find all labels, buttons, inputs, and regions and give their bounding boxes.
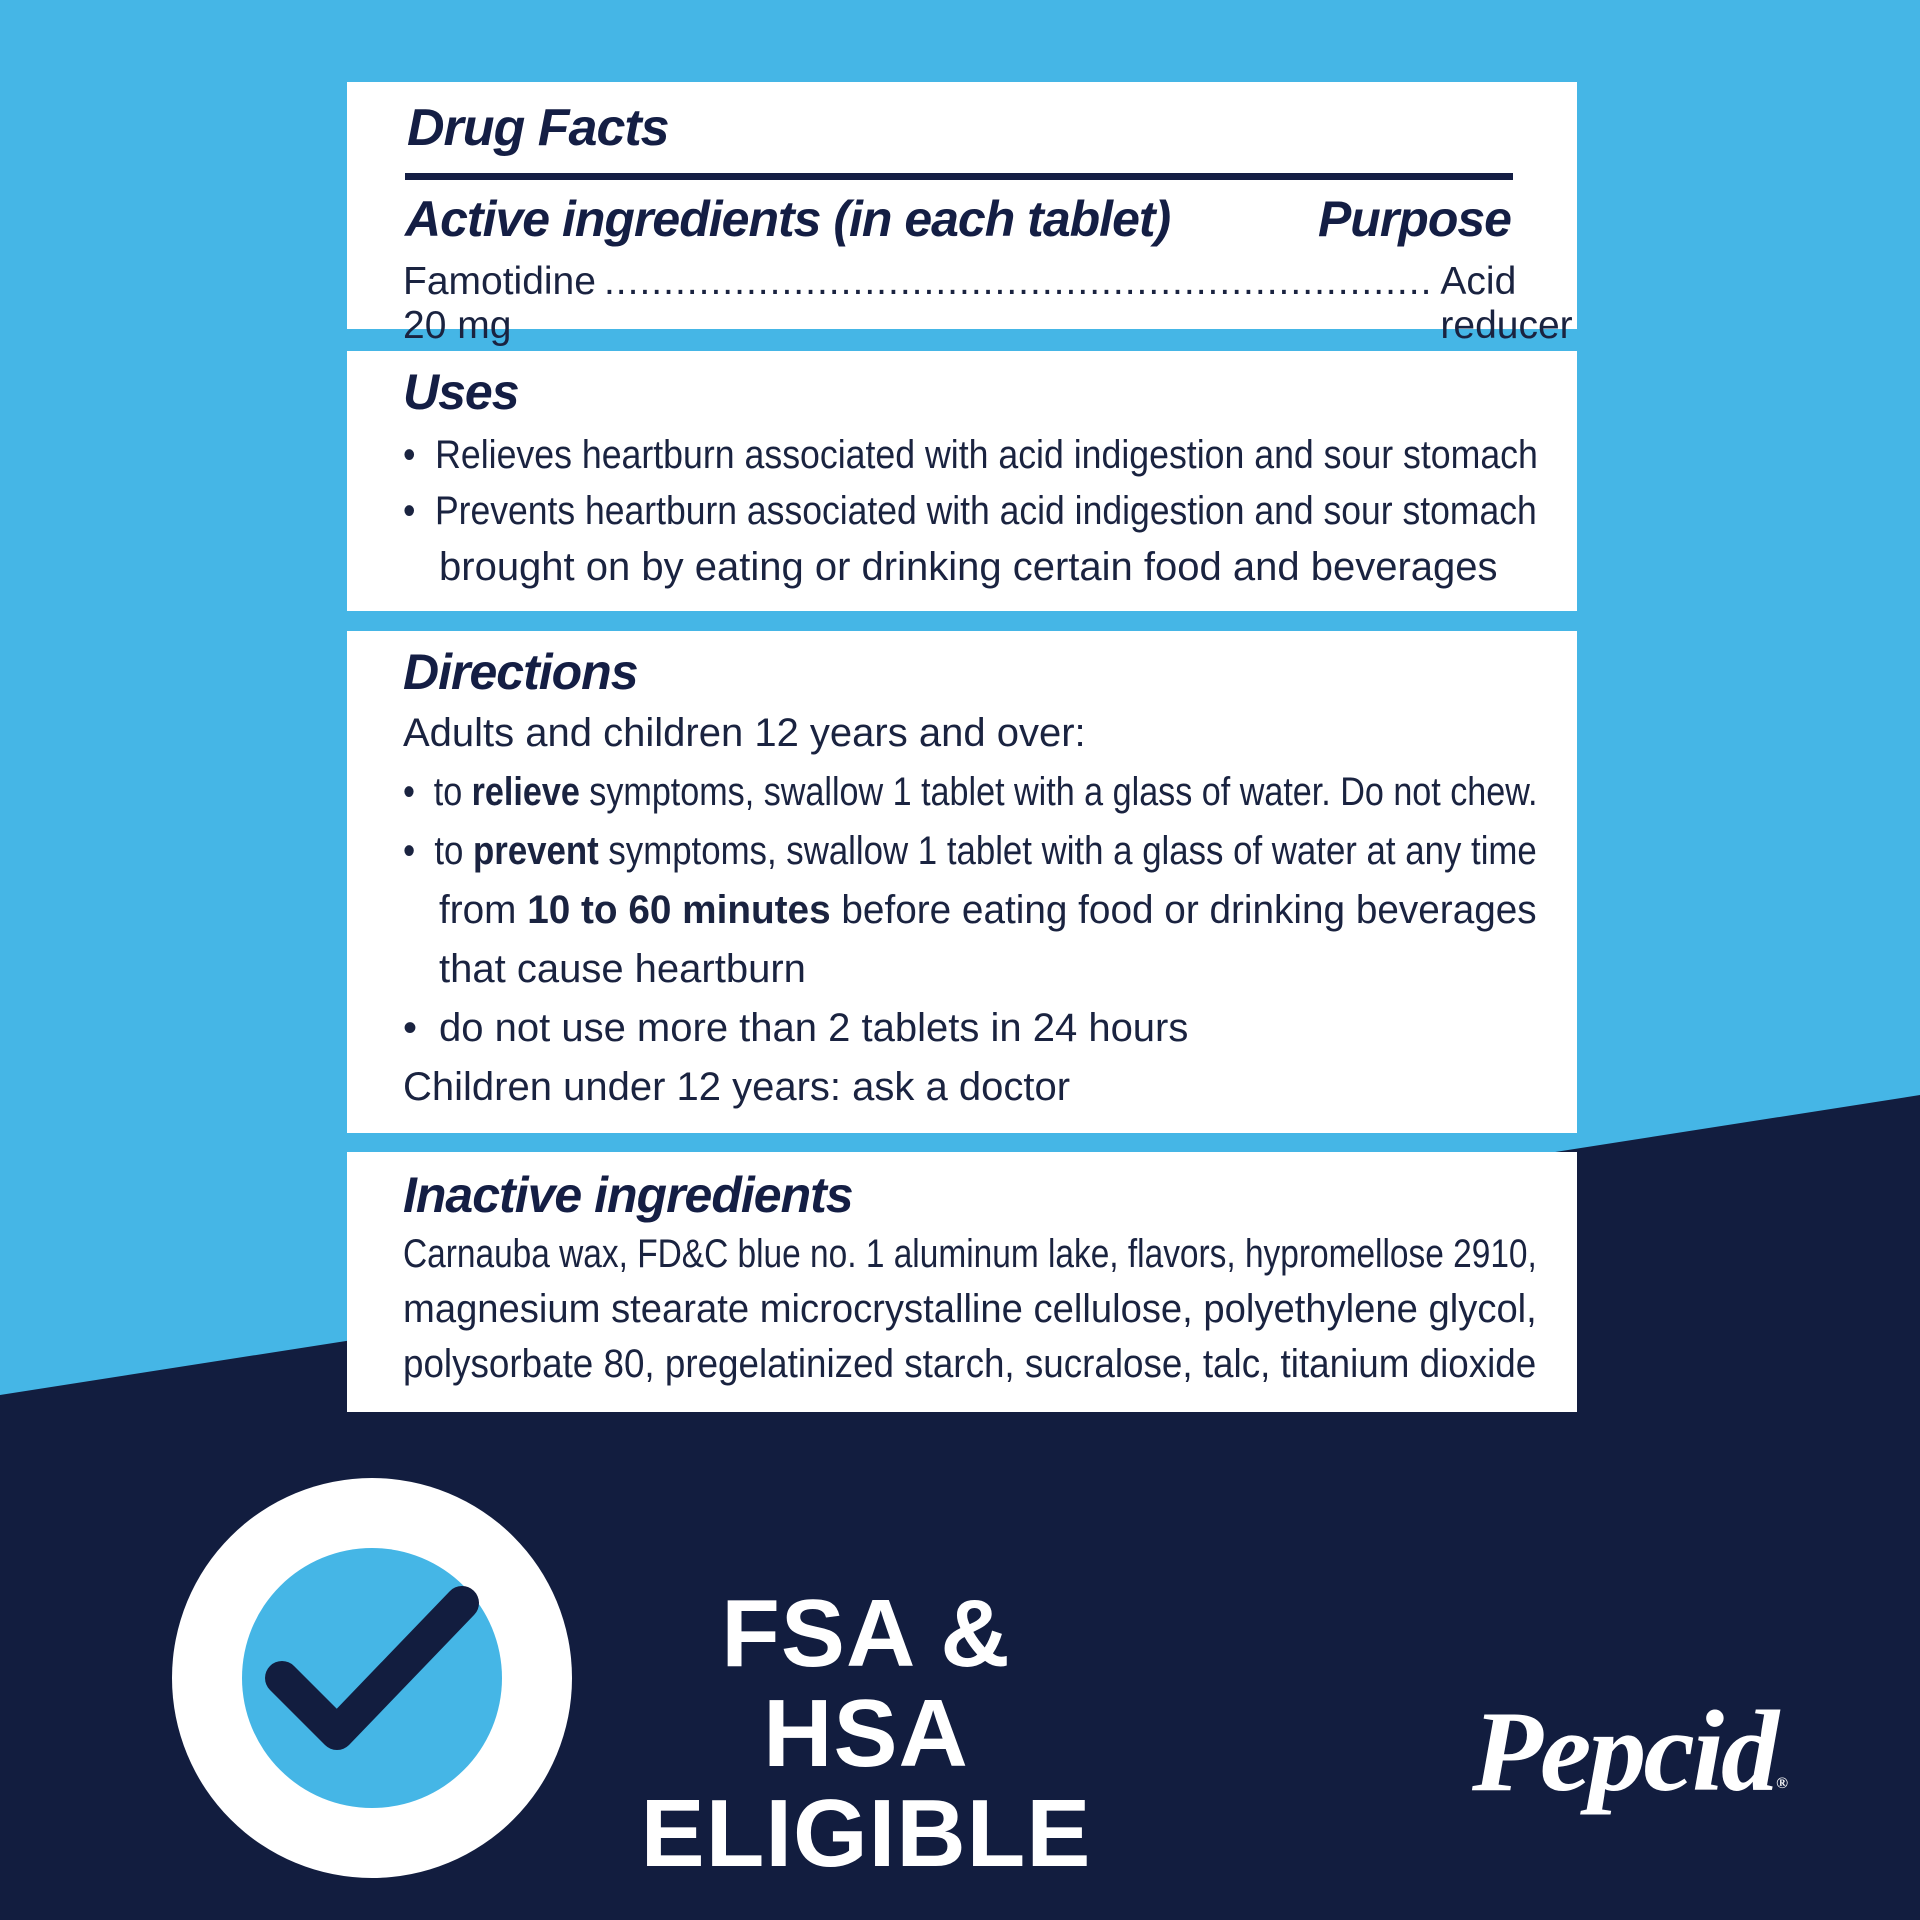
directions-bullet: • to relieve symptoms, swallow 1 tablet with a glass of water. Do not chew. [403, 770, 1538, 814]
uses-bullet-continuation: brought on by eating or drinking certain food and beverages [439, 545, 1498, 589]
uses-bullet-text: Relieves heartburn associated with acid indigestion and sour stomach [435, 433, 1538, 477]
purpose-heading: Purpose [1317, 191, 1511, 247]
directions-panel [347, 631, 1577, 1133]
brand-name: Pepcid [1472, 1688, 1777, 1816]
inactive-ingredients-panel [347, 1152, 1577, 1412]
pepcid-logo [1472, 1686, 1788, 1819]
title-rule [405, 173, 1513, 180]
ingredient-name: Famotidine 20 mg [403, 260, 596, 347]
inactive-ingredients-title: Inactive ingredients [403, 1167, 853, 1223]
directions-bullet-continuation: from 10 to 60 minutes before eating food or drinking beverages [439, 888, 1537, 932]
dot-leader: ...................................................................... [603, 260, 1433, 303]
inactive-ingredients-line: polysorbate 80, pregelatinized starch, sucralose, talc, titanium dioxide [403, 1342, 1537, 1386]
inactive-ingredients-line: magnesium stearate microcrystalline cellulose, polyethylene glycol, [403, 1287, 1537, 1331]
uses-bullet-text: Prevents heartburn associated with acid indigestion and sour stomach [434, 489, 1537, 533]
drug-facts-title: Drug Facts [407, 99, 669, 157]
active-ingredients-heading: Active ingredients (in each tablet) [405, 191, 1171, 247]
fsa-hsa-eligible-text [636, 1580, 1096, 1887]
eligibility-badge [172, 1478, 572, 1878]
fsa-hsa-line: FSA & HSA [721, 1580, 1011, 1787]
uses-panel [347, 351, 1577, 611]
inactive-ingredients-line: Carnauba wax, FD&C blue no. 1 aluminum lake, flavors, hypromellose 2910, [403, 1232, 1537, 1276]
drug-facts-panel [347, 82, 1577, 347]
ingredient-row [403, 260, 1573, 348]
uses-title: Uses [403, 364, 519, 420]
directions-bullet-continuation: that cause heartburn [439, 947, 806, 991]
directions-bullet: • do not use more than 2 tablets in 24 hours [403, 1006, 1189, 1050]
directions-children: Children under 12 years: ask a doctor [403, 1065, 1071, 1109]
directions-bullet: • to prevent symptoms, swallow 1 tablet with a glass of water at any time [403, 829, 1537, 873]
directions-intro: Adults and children 12 years and over: [403, 711, 1086, 755]
eligible-line: ELIGIBLE [640, 1780, 1092, 1887]
uses-bullet: • Relieves heartburn associated with acid indigestion and sour stomach [403, 433, 1538, 477]
registered-mark: ® [1776, 1775, 1789, 1792]
checkmark-icon [172, 1478, 572, 1878]
directions-title: Directions [403, 644, 638, 700]
uses-bullet: • Prevents heartburn associated with acid indigestion and sour stomach [403, 489, 1537, 533]
ingredient-purpose: Acid reducer [1440, 260, 1573, 347]
